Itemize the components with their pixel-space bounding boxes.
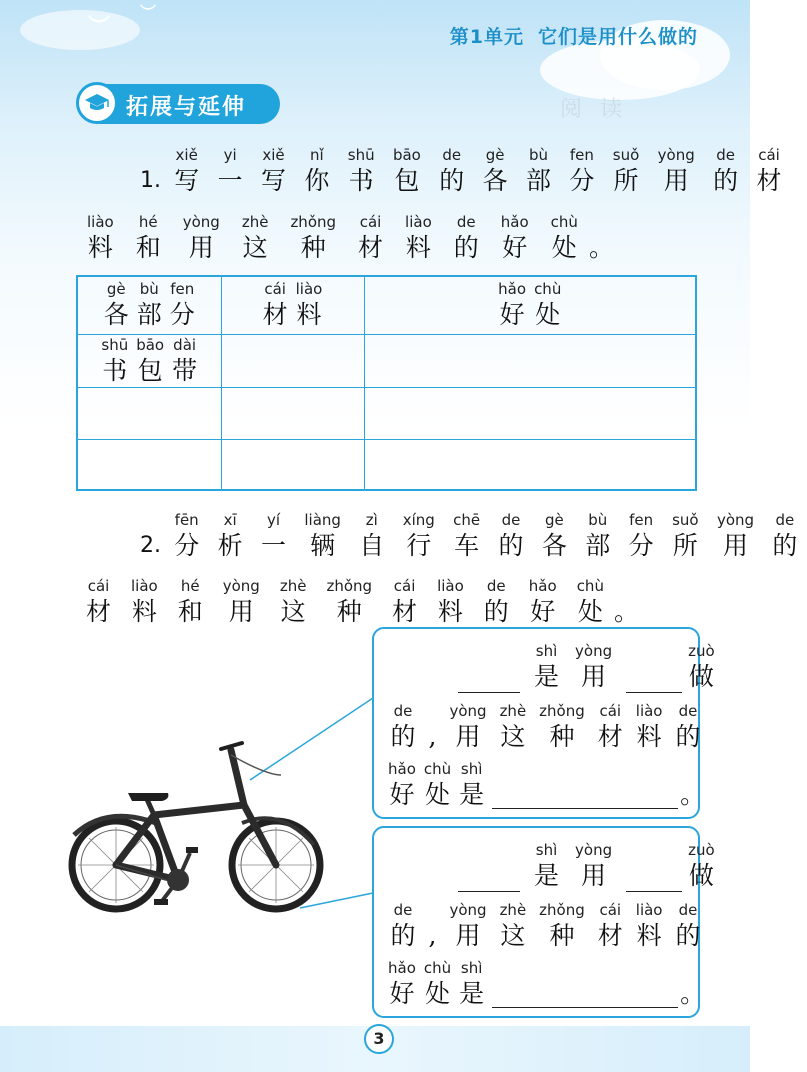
punctuation: 。	[588, 233, 614, 262]
answer-blank[interactable]	[626, 865, 682, 892]
pinyin: yòng	[449, 901, 487, 919]
question-number: 1.	[140, 168, 161, 193]
pinyin: bāo	[136, 335, 165, 354]
pinyin: xiě	[262, 146, 285, 164]
answer-blank[interactable]	[492, 981, 678, 1008]
pinyin: zhǒng	[326, 577, 373, 595]
unit-title: 它们是用什么做的	[537, 26, 698, 48]
pinyin: chē	[453, 511, 481, 529]
hanzi: 处	[425, 780, 451, 809]
pinyin: zhè	[499, 901, 527, 919]
hanzi: 用	[663, 166, 689, 195]
hanzi: 分	[628, 531, 654, 560]
bird-icon: ︶	[140, 3, 157, 22]
pinyin: fen	[629, 511, 654, 529]
hanzi: ,	[428, 921, 437, 950]
pinyin: shì	[460, 959, 483, 977]
pinyin: de	[486, 577, 506, 595]
hanzi: 所	[613, 166, 639, 195]
pinyin: liào	[635, 901, 663, 919]
hanzi: 和	[135, 233, 161, 262]
hanzi-with-pinyin	[575, 641, 612, 693]
pinyin: shì	[535, 642, 558, 660]
hanzi: 这	[500, 722, 526, 751]
pinyin: liào	[131, 577, 158, 595]
hanzi-with-pinyin	[636, 701, 663, 753]
hanzi: 你	[304, 166, 330, 195]
pinyin: yòng	[657, 146, 695, 164]
hanzi: 好	[499, 300, 525, 330]
pinyin: bāo	[392, 146, 421, 164]
pinyin: liào	[295, 280, 323, 299]
hanzi: 分	[174, 531, 200, 560]
pinyin: yòng	[449, 702, 487, 720]
pinyin: chù	[550, 213, 578, 231]
pinyin: chù	[534, 280, 562, 299]
hanzi: 析	[217, 531, 243, 560]
hanzi: 材	[597, 722, 623, 751]
hanzi-with-pinyin	[676, 701, 701, 753]
hanzi-with-pinyin	[388, 759, 416, 811]
hanzi: 用	[722, 531, 748, 560]
pinyin: shū	[347, 146, 375, 164]
hanzi: 种	[549, 921, 575, 950]
hanzi: ,	[428, 722, 437, 751]
pinyin: yòng	[575, 642, 613, 660]
hanzi-with-pinyin	[500, 900, 527, 952]
pinyin: chù	[423, 760, 452, 778]
pinyin: zhǒng	[290, 213, 337, 231]
pinyin: zì	[365, 511, 378, 529]
hanzi-with-pinyin	[676, 900, 701, 952]
hanzi: 材	[756, 166, 782, 195]
answer-box	[372, 826, 715, 1018]
pinyin: hǎo	[498, 280, 527, 299]
hanzi-with-pinyin	[598, 701, 623, 753]
hanzi-with-pinyin	[636, 900, 663, 952]
pinyin: hé	[138, 213, 158, 231]
pinyin: yi	[223, 146, 237, 164]
pinyin: yòng	[716, 511, 755, 529]
hanzi: 料	[405, 233, 431, 262]
pinyin: xíng	[402, 511, 435, 529]
hanzi: 是	[534, 861, 560, 890]
pinyin: liào	[635, 702, 663, 720]
pinyin: dài	[173, 335, 197, 354]
page-number: 3	[364, 1024, 394, 1054]
hanzi-with-pinyin	[459, 958, 484, 1010]
punctuation: 。	[680, 979, 706, 1008]
pinyin: de	[456, 213, 476, 231]
bicycle-image	[66, 735, 326, 915]
pinyin: gè	[545, 511, 564, 529]
hanzi: 部	[585, 531, 611, 560]
hanzi-with-pinyin	[757, 145, 782, 197]
pinyin: liàng	[304, 511, 341, 529]
pinyin: de	[716, 146, 736, 164]
hanzi: 料	[296, 300, 322, 330]
hanzi: 材	[262, 300, 288, 330]
hanzi: 这	[500, 921, 526, 950]
hanzi: 的	[713, 166, 739, 195]
hanzi: 各	[541, 531, 567, 560]
hanzi: 部	[136, 300, 162, 330]
pinyin: bù	[139, 280, 159, 299]
pinyin: nǐ	[310, 146, 324, 164]
hanzi: 包	[137, 355, 163, 385]
pinyin: zhǒng	[539, 901, 585, 919]
answer-blank[interactable]	[458, 865, 520, 892]
pinyin: gè	[485, 146, 505, 164]
hanzi-with-pinyin	[688, 641, 715, 693]
hanzi: 好	[502, 233, 528, 262]
hanzi: 料	[636, 921, 662, 950]
pinyin: cái	[87, 577, 110, 595]
hanzi-with-pinyin	[575, 840, 612, 892]
section-title: 拓展与延伸	[126, 95, 247, 120]
hanzi: 用	[455, 722, 481, 751]
hanzi-with-pinyin	[424, 759, 451, 811]
pinyin: zhè	[241, 213, 269, 231]
hanzi: 书	[102, 355, 128, 385]
hanzi-with-pinyin	[424, 958, 451, 1010]
hanzi-with-pinyin	[539, 701, 585, 753]
pinyin: yí	[266, 511, 280, 529]
pinyin: xī	[223, 511, 237, 529]
hanzi: 书	[348, 166, 374, 195]
hanzi: 辆	[310, 531, 336, 560]
pinyin: chù	[423, 959, 452, 977]
hanzi: 自	[359, 531, 385, 560]
hanzi: 用	[581, 662, 607, 691]
pinyin: de	[678, 702, 698, 720]
hanzi: 种	[300, 233, 326, 262]
pinyin: bù	[529, 146, 549, 164]
pinyin: zhè	[279, 577, 307, 595]
pinyin: fen	[569, 146, 594, 164]
hanzi: 的	[675, 722, 701, 751]
hanzi: 做	[688, 662, 714, 691]
punctuation: 。	[613, 597, 639, 626]
pinyin: yòng	[575, 841, 613, 859]
hanzi: 一	[217, 166, 243, 195]
hanzi: 用	[188, 233, 214, 262]
hanzi: 的	[390, 722, 416, 751]
hanzi: 用	[455, 921, 481, 950]
pinyin: hǎo	[388, 760, 416, 778]
hanzi: 好	[530, 597, 556, 626]
hanzi-with-pinyin	[429, 701, 437, 753]
pinyin: hé	[180, 577, 200, 595]
pinyin: xiě	[175, 146, 198, 164]
pinyin: de	[678, 901, 698, 919]
hanzi: 处	[425, 979, 451, 1008]
hanzi: 的	[390, 921, 416, 950]
pinyin: fen	[170, 280, 195, 299]
hanzi: 是	[459, 780, 485, 809]
hanzi: 的	[453, 233, 479, 262]
pinyin: hǎo	[500, 213, 529, 231]
hanzi-with-pinyin	[539, 900, 585, 952]
hanzi: 材	[597, 921, 623, 950]
hanzi: 料	[87, 233, 113, 262]
hanzi: 写	[260, 166, 286, 195]
hanzi: 处	[535, 300, 561, 330]
hanzi-with-pinyin	[598, 900, 623, 952]
hanzi: 这	[242, 233, 268, 262]
pinyin: de	[393, 901, 413, 919]
hanzi: 一	[260, 531, 286, 560]
pinyin: hǎo	[388, 959, 416, 977]
pinyin: cái	[264, 280, 286, 299]
hanzi: 各	[482, 166, 508, 195]
pinyin: zhǒng	[539, 702, 585, 720]
pinyin: zhè	[499, 702, 527, 720]
hanzi: 好	[389, 780, 415, 809]
hanzi: 用	[228, 597, 254, 626]
pinyin: suǒ	[612, 146, 640, 164]
pinyin: de	[775, 511, 795, 529]
question-number: 2.	[140, 533, 161, 558]
hanzi: 种	[336, 597, 362, 626]
pinyin: zuò	[688, 841, 715, 859]
hanzi: 分	[169, 300, 195, 330]
pinyin: liào	[405, 213, 432, 231]
watermark: 阅读	[560, 97, 641, 122]
hanzi: 用	[581, 861, 607, 890]
hanzi: 车	[454, 531, 480, 560]
hanzi-with-pinyin	[429, 900, 437, 952]
hanzi: 带	[172, 355, 198, 385]
hanzi-with-pinyin	[391, 701, 416, 753]
hanzi: 种	[549, 722, 575, 751]
pinyin: liào	[87, 213, 114, 231]
hanzi: 料	[131, 597, 157, 626]
pinyin: suǒ	[672, 511, 699, 529]
hanzi: 的	[439, 166, 465, 195]
hanzi: 料	[636, 722, 662, 751]
hanzi: 的	[483, 597, 509, 626]
pinyin: hǎo	[528, 577, 557, 595]
hanzi: 是	[534, 662, 560, 691]
hanzi: 处	[577, 597, 603, 626]
answer-blank[interactable]	[458, 666, 520, 693]
pinyin: cái	[359, 213, 382, 231]
pinyin: yòng	[222, 577, 260, 595]
hanzi: 这	[280, 597, 306, 626]
hanzi: 料	[437, 597, 463, 626]
hanzi: 分	[569, 166, 595, 195]
hanzi-with-pinyin	[459, 759, 484, 811]
unit-number: 第1单元	[449, 26, 524, 48]
pinyin: shì	[535, 841, 558, 859]
hanzi: 材	[86, 597, 112, 626]
hanzi: 所	[672, 531, 698, 560]
pinyin: gè	[106, 280, 126, 299]
hanzi-with-pinyin	[772, 510, 797, 562]
pinyin: de	[393, 702, 413, 720]
hanzi: 写	[174, 166, 200, 195]
hanzi: 和	[177, 597, 203, 626]
pinyin: cái	[599, 901, 622, 919]
hanzi: 包	[394, 166, 420, 195]
hanzi-with-pinyin	[688, 840, 715, 892]
hanzi: 的	[498, 531, 524, 560]
hanzi: 做	[688, 861, 714, 890]
hanzi: 的	[772, 531, 798, 560]
pinyin: shū	[101, 335, 129, 354]
pinyin: yòng	[182, 213, 220, 231]
pinyin: cái	[599, 702, 622, 720]
pinyin: liào	[437, 577, 464, 595]
pinyin: fēn	[174, 511, 199, 529]
hanzi: 各	[103, 300, 129, 330]
hanzi-with-pinyin	[388, 958, 416, 1010]
hanzi: 处	[551, 233, 577, 262]
hanzi: 材	[392, 597, 418, 626]
hanzi: 好	[389, 979, 415, 1008]
hanzi-with-pinyin	[534, 641, 559, 693]
pinyin: cái	[393, 577, 416, 595]
pinyin: cái	[758, 146, 780, 164]
pinyin: zuò	[688, 642, 715, 660]
answer-blank[interactable]	[626, 666, 682, 693]
hanzi: 材	[358, 233, 384, 262]
pinyin: chù	[576, 577, 604, 595]
pinyin: bù	[588, 511, 608, 529]
answer-blank[interactable]	[492, 782, 678, 809]
punctuation: 。	[680, 780, 706, 809]
hanzi: 是	[459, 979, 485, 1008]
hanzi-with-pinyin	[534, 840, 559, 892]
hanzi-with-pinyin	[391, 900, 416, 952]
hanzi-with-pinyin	[500, 701, 527, 753]
hanzi-with-pinyin	[449, 900, 486, 952]
hanzi: 行	[406, 531, 432, 560]
bird-icon: ︶	[88, 15, 111, 40]
answer-box	[372, 627, 715, 819]
hanzi: 部	[526, 166, 552, 195]
pinyin: shì	[460, 760, 483, 778]
hanzi: 的	[675, 921, 701, 950]
hanzi-with-pinyin	[449, 701, 486, 753]
pinyin: de	[442, 146, 462, 164]
pinyin: de	[501, 511, 521, 529]
